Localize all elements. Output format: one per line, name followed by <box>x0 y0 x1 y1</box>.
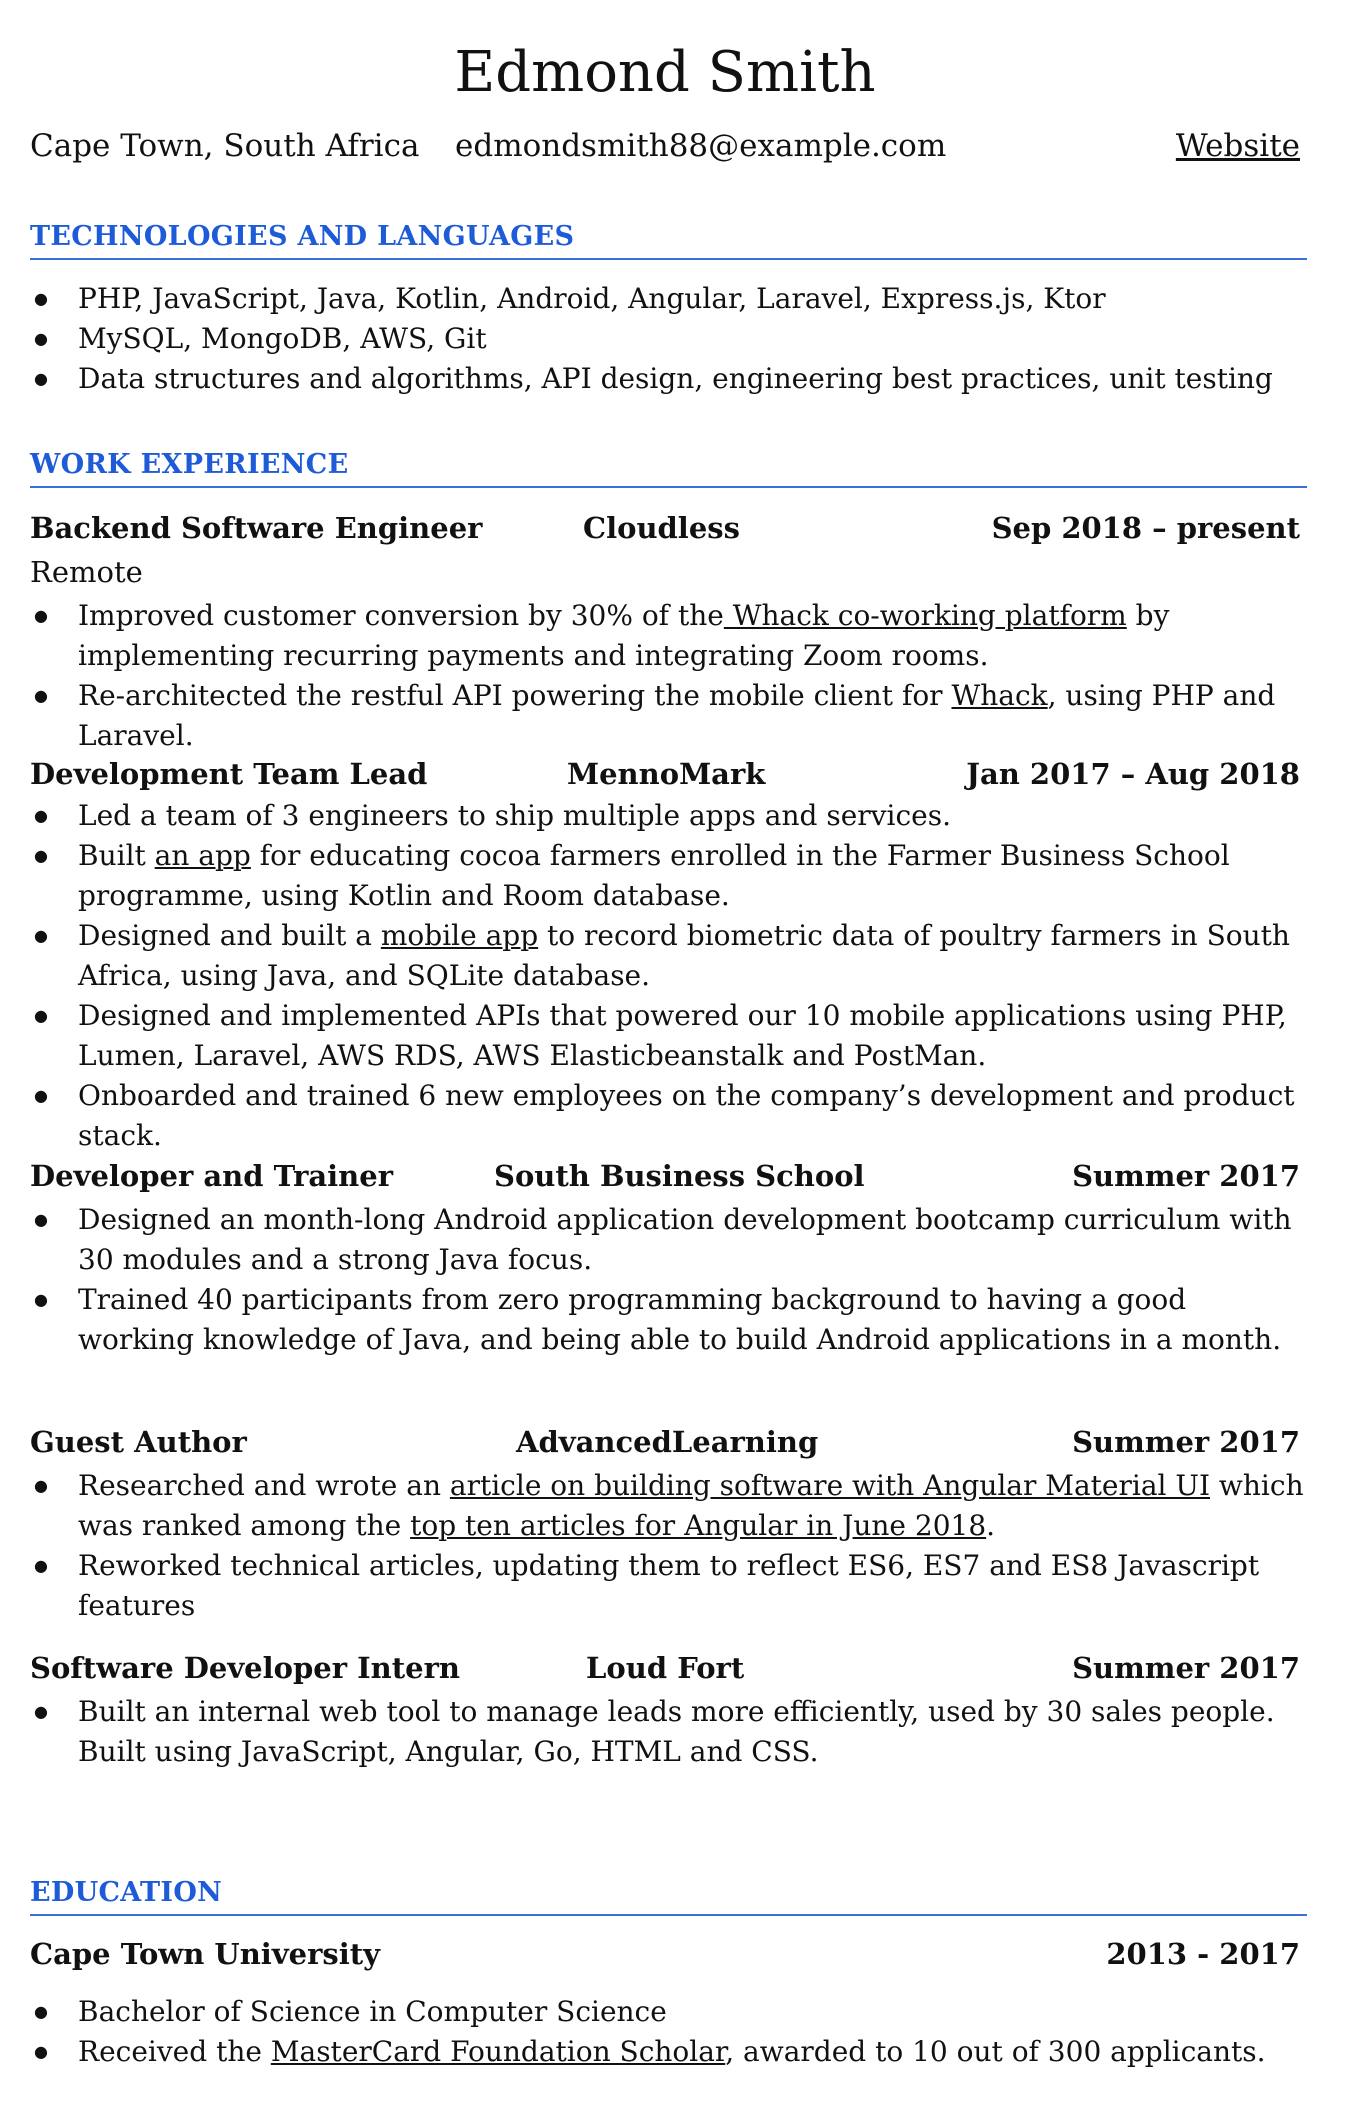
job-bullet: ● Researched and wrote an article on building software with Angular Material UI which was ranked among the top ten articles for Angular in June 2018. <box>30 1466 1310 1546</box>
education-bullet: ● Bachelor of Science in Computer Science <box>30 1992 1310 2032</box>
job-title: Guest Author <box>30 1425 247 1459</box>
education-bullet: ● Received the MasterCard Foundation Scholar, awarded to 10 out of 300 applicants. <box>30 2032 1310 2072</box>
job-bullet: ● Improved customer conversion by 30% of the Whack co-working platform by implementing recurring payments and integrating Zoom rooms. <box>30 596 1310 676</box>
job-bullets <box>30 796 1310 1156</box>
cocoa-app-link[interactable]: an app <box>154 839 251 872</box>
job-bullets <box>30 596 1310 756</box>
job-bullets <box>30 1200 1310 1360</box>
section-heading-education <box>30 1864 1307 1916</box>
job-bullet: ● Reworked technical articles, updating them to reflect ES6, ES7 and ES8 Javascript features <box>30 1546 1310 1626</box>
job-bullet: ● Onboarded and trained 6 new employees on the company’s development and product stack. <box>30 1076 1310 1156</box>
job-dates: Sep 2018 – present <box>991 511 1300 545</box>
top-ten-articles-link[interactable]: top ten articles for Angular in June 2018 <box>410 1509 987 1542</box>
email-address[interactable]: edmondsmith88@example.com <box>455 128 947 164</box>
section-title: WORK EXPERIENCE <box>30 449 349 480</box>
education-header <box>30 1932 1300 1976</box>
skill-item: ● Data structures and algorithms, API design, engineering best practices, unit testing <box>30 359 1310 399</box>
poultry-app-link[interactable]: mobile app <box>380 919 539 952</box>
contact-line <box>30 126 1300 166</box>
section-title: TECHNOLOGIES AND LANGUAGES <box>30 221 575 252</box>
job-bullet: ● Re-architected the restful API powering the mobile client for Whack, using PHP and Laravel. <box>30 676 1310 756</box>
job-company: MennoMark <box>567 757 766 791</box>
job-header <box>30 1420 1300 1464</box>
job-bullet: ● Built an internal web tool to manage leads more efficiently, used by 30 sales people. Built using JavaScript, Angular, Go, HTML and CSS. <box>30 1692 1310 1772</box>
skill-item: ● MySQL, MongoDB, AWS, Git <box>30 319 1310 359</box>
education-bullets <box>30 1992 1310 2072</box>
job-title: Developer and Trainer <box>30 1159 393 1193</box>
section-heading-work <box>30 436 1307 488</box>
job-dates: Jan 2017 – Aug 2018 <box>966 757 1300 791</box>
website-link[interactable]: Website <box>1175 128 1300 164</box>
job-bullets <box>30 1466 1310 1626</box>
job-dates: Summer 2017 <box>1072 1651 1300 1685</box>
job-title: Development Team Lead <box>30 757 428 791</box>
job-bullet: ● Led a team of 3 engineers to ship multiple apps and services. <box>30 796 1310 836</box>
job-title: Backend Software Engineer <box>30 511 483 545</box>
job-dates: Summer 2017 <box>1072 1159 1300 1193</box>
candidate-name: Edmond Smith <box>454 40 876 105</box>
job-title: Software Developer Intern <box>30 1651 460 1685</box>
job-company: Cloudless <box>583 511 740 545</box>
education-dates: 2013 - 2017 <box>1106 1937 1300 1971</box>
job-bullets <box>30 1692 1310 1772</box>
job-bullet: ● Trained 40 participants from zero programming background to having a good working knowledge of Java, and being able to build Android applications in a month. <box>30 1280 1310 1360</box>
job-header <box>30 506 1300 550</box>
angular-article-link[interactable]: article on building software with Angular Material UI <box>449 1469 1211 1502</box>
job-header <box>30 1646 1300 1690</box>
school-name: Cape Town University <box>30 1937 380 1971</box>
scholarship-link[interactable]: MasterCard Foundation Scholar <box>270 2035 726 2068</box>
job-company: South Business School <box>494 1159 865 1193</box>
job-bullet: ● Designed and built a mobile app to record biometric data of poultry farmers in South Africa, using Java, and SQLite database. <box>30 916 1310 996</box>
job-company: Loud Fort <box>586 1651 745 1685</box>
job-header <box>30 752 1300 796</box>
job-bullet: ● Designed and implemented APIs that powered our 10 mobile applications using PHP, Lumen, Laravel, AWS RDS, AWS Elasticbeanstalk and PostMan. <box>30 996 1310 1076</box>
whack-link[interactable]: Whack <box>951 679 1048 712</box>
section-heading-skills <box>30 208 1307 260</box>
section-title: EDUCATION <box>30 1877 223 1908</box>
job-location: Remote <box>30 555 143 589</box>
job-bullet: ● Designed an month-long Android application development bootcamp curriculum with 30 modules and a strong Java focus. <box>30 1200 1310 1280</box>
whack-platform-link[interactable]: Whack co-working platform <box>723 599 1127 632</box>
job-company: AdvancedLearning <box>516 1425 819 1459</box>
location: Cape Town, South Africa <box>30 128 420 164</box>
job-bullet: ● Built an app for educating cocoa farmers enrolled in the Farmer Business School programme, using Kotlin and Room database. <box>30 836 1310 916</box>
skill-item: ● PHP, JavaScript, Java, Kotlin, Android, Angular, Laravel, Express.js, Ktor <box>30 279 1310 319</box>
job-header <box>30 1154 1300 1198</box>
job-dates: Summer 2017 <box>1072 1425 1300 1459</box>
skills-list <box>30 279 1310 399</box>
